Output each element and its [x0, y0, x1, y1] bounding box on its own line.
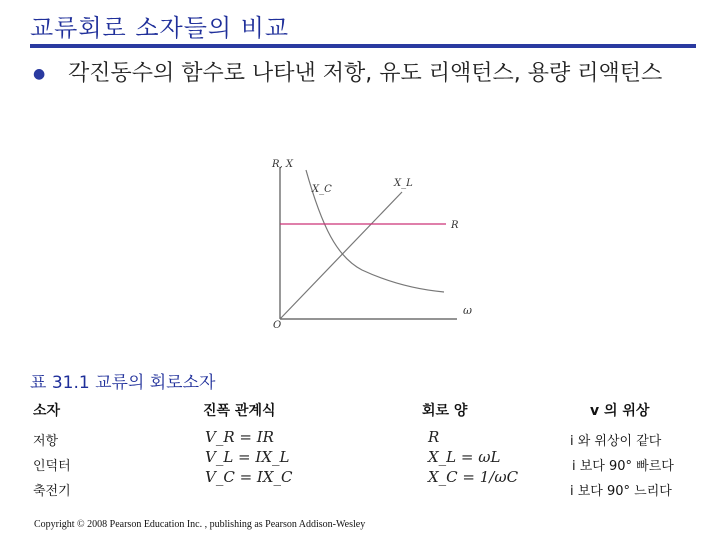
- xc-label: X_C: [312, 184, 332, 195]
- row-inductor-amplitude: V_L = IX_L: [205, 448, 290, 466]
- slide-title: 교류회로 소자들의 비교: [30, 14, 290, 42]
- y-axis-label: R, X: [272, 159, 294, 170]
- row-capacitor-circuit: X_C = 1/ωC: [428, 468, 519, 486]
- header-element: 소자: [33, 403, 61, 419]
- row-capacitor-element: 축전기: [33, 484, 71, 499]
- row-capacitor-amplitude: V_C = IX_C: [205, 468, 293, 486]
- row-resistor-phase: i 와 위상이 같다: [570, 434, 662, 449]
- copyright-footer: Copyright © 2008 Pearson Education Inc. , publishing as Pearson Addison-Wesley: [34, 519, 366, 530]
- table-caption: 표 31.1 교류의 회로소자: [30, 373, 216, 393]
- bullet-text: 각진동수의 함수로 나타낸 저항, 유도 리액턴스, 용량 리액턴스: [68, 61, 663, 86]
- row-inductor-phase: i 보다 90° 빠르다: [572, 459, 674, 474]
- header-circuit: 회로 양: [422, 403, 468, 419]
- row-capacitor-phase: i 보다 90° 느리다: [570, 484, 672, 499]
- row-resistor-element: 저항: [33, 434, 59, 449]
- row-inductor-element: 인덕터: [33, 459, 71, 474]
- row-resistor-circuit: R: [428, 428, 440, 446]
- reactance-graph: [262, 152, 482, 332]
- xl-line: [280, 192, 402, 319]
- header-amplitude: 진폭 관계식: [203, 403, 276, 419]
- row-inductor-circuit: X_L = ωL: [428, 448, 501, 466]
- x-axis-label: ω: [463, 304, 472, 317]
- xl-label: X_L: [394, 178, 413, 189]
- title-rule: [30, 44, 696, 48]
- row-resistor-amplitude: V_R = IR: [205, 428, 274, 446]
- bullet-marker: ●: [33, 66, 46, 82]
- header-phase: v 의 위상: [590, 403, 650, 419]
- origin-label: O: [273, 320, 282, 331]
- r-label: R: [451, 220, 459, 231]
